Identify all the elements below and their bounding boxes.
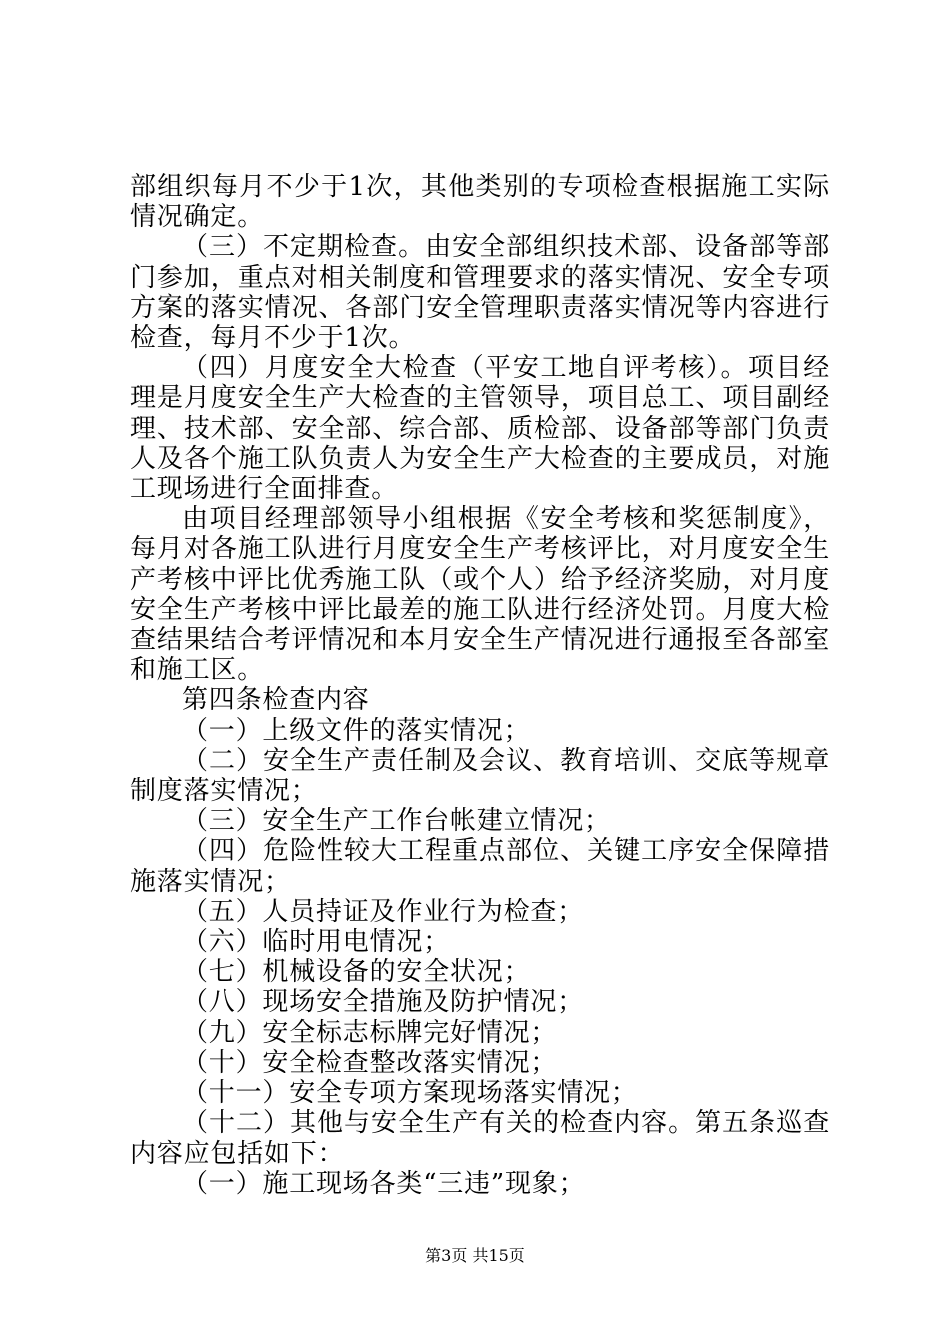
list-item: （十二）其他与安全生产有关的检查内容。第五条巡查内容应包括如下：	[130, 1108, 830, 1169]
list-item: （九）安全标志标牌完好情况；	[182, 1017, 558, 1048]
list-item: （六）临时用电情况；	[182, 927, 451, 958]
list-item: （一）施工现场各类“三违”现象；	[182, 1168, 586, 1199]
document-body	[130, 172, 830, 1199]
section-heading: 第四条检查内容	[182, 685, 370, 716]
list-item: （五）人员持证及作业行为检查；	[182, 896, 585, 927]
paragraph: （四）月度安全大检查（平安工地自评考核）。项目经理是月度安全生产大检查的主管领导，项目总工、项目副经理、技术部、安全部、综合部、质检部、设备部等部门负责人及各个施工队负责人为安全生产大检查的主要成员，对施工现场进行全面排查。	[130, 353, 830, 505]
list-item: （十一）安全专项方案现场落实情况；	[182, 1078, 638, 1109]
page-number-footer: 第3页 共15页	[425, 1246, 525, 1265]
list-item: （七）机械设备的安全状况；	[182, 957, 531, 988]
list-item: （三）安全生产工作台帐建立情况；	[182, 806, 611, 837]
list-item: （一）上级文件的落实情况；	[182, 715, 531, 746]
list-item: （八）现场安全措施及防护情况；	[182, 987, 585, 1018]
list-item: （十）安全检查整改落实情况；	[182, 1047, 558, 1078]
paragraph: 部组织每月不少于1次，其他类别的专项检查根据施工实际情况确定。	[130, 172, 830, 233]
paragraph: （三）不定期检查。由安全部组织技术部、设备部等部门参加，重点对相关制度和管理要求的落实情况、安全专项方案的落实情况、各部门安全管理职责落实情况等内容进行检查，每月不少于1次。	[130, 232, 830, 354]
list-item: （四）危险性较大工程重点部位、关键工序安全保障措施落实情况；	[130, 836, 830, 897]
list-item: （二）安全生产责任制及会议、教育培训、交底等规章制度落实情况；	[130, 745, 830, 807]
paragraph: 由项目经理部领导小组根据《安全考核和奖惩制度》，每月对各施工队进行月度安全生产考核评比，对月度安全生产考核中评比优秀施工队（或个人）给予经济奖励，对月度安全生产考核中评比最差的施工队进行经济处罚。月度大检查结果结合考评情况和本月安全生产情况进行通报至各部室和施工区。	[130, 504, 830, 686]
